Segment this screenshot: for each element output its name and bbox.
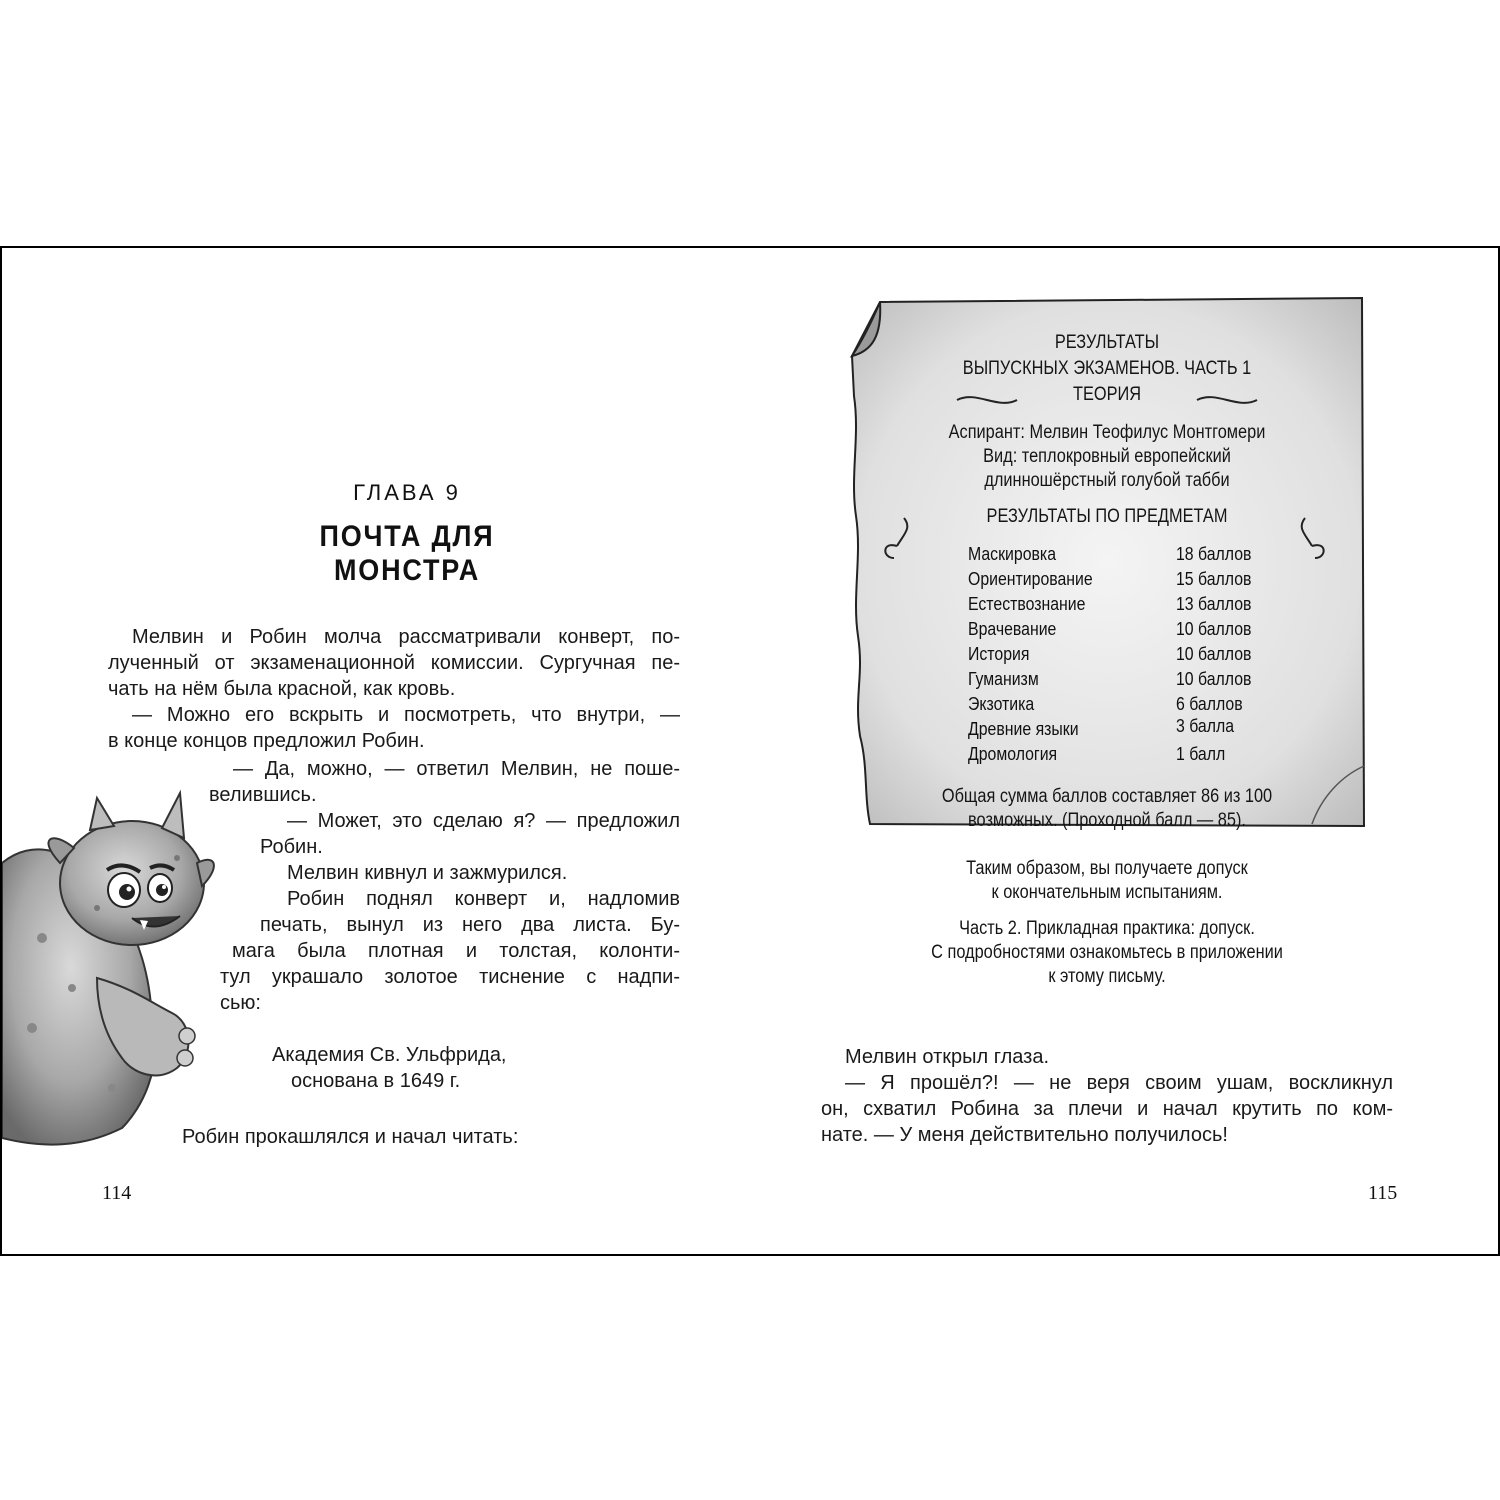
subject-score: 13 баллов [1176,594,1252,614]
text-line: основана в 1649 г. [291,1070,461,1092]
part2-line: Часть 2. Прикладная практика: допуск. [959,918,1255,939]
subject-score: 10 баллов [1176,644,1252,664]
text-line: мага была плотная и толстая, колонти- [232,940,680,962]
chapter-label: ГЛАВА 9 [353,480,461,505]
subject-score: 3 балла [1176,716,1235,736]
subject-score: 10 баллов [1176,669,1252,689]
text-line: нате. — У меня действительно получилось! [821,1124,1228,1146]
subjects-header: РЕЗУЛЬТАТЫ ПО ПРЕДМЕТАМ [986,506,1228,527]
species-line-2: длинношёрстный голубой табби [984,470,1230,491]
subject-name: Естествознание [968,594,1086,614]
subject-name: История [968,644,1030,664]
subject-name: Маскировка [968,544,1057,564]
text-line: Робин. [260,836,323,858]
book-spread [0,246,1500,1256]
text-line: тул украшало золотое тиснение с надпи- [220,966,680,988]
total-score-line: Общая сумма баллов составляет 86 из 100 [941,786,1273,807]
species-line: Вид: теплокровный европейский [983,446,1231,467]
text-line: сью: [220,992,261,1014]
subject-name: Ориентирование [968,569,1093,589]
subject-score: 1 балл [1176,744,1226,764]
text-line: — Может, это сделаю я? — предложил [287,810,680,832]
page-number-right: 115 [1368,1182,1398,1204]
text-line: — Я прошёл?! — не веря своим ушам, воскликнул [845,1072,1393,1094]
part2-line-2: С подробностями ознакомьтесь в приложении [931,942,1283,963]
subject-score: 6 баллов [1176,694,1243,714]
total-score-line-2: возможных. (Проходной балл — 85). [968,810,1246,831]
text-line: чать на нём была красной, как кровь. [108,678,456,700]
aspirant-line: Аспирант: Мелвин Теофилус Монтгомери [948,422,1266,443]
monster-illustration [2,768,232,1153]
admission-line-2: к окончательным испытаниям. [991,882,1223,903]
results-title-line2: ВЫПУСКНЫХ ЭКЗАМЕНОВ. ЧАСТЬ 1 [962,358,1252,379]
subject-name: Дромология [968,744,1058,764]
text-line: он, схватил Робина за плечи и начал крутить по ком- [821,1098,1393,1120]
results-title-line3: ТЕОРИЯ [1072,384,1142,405]
subject-name: Гуманизм [968,669,1039,689]
text-line: — Можно его вскрыть и посмотреть, что внутри, — [132,704,680,726]
admission-line: Таким образом, вы получаете допуск [966,858,1248,879]
text-line: Робин поднял конверт и, надломив [287,888,680,910]
subject-score: 15 баллов [1176,569,1252,589]
subject-name: Врачевание [968,619,1057,639]
results-title: РЕЗУЛЬТАТЫ [1054,332,1160,353]
part2-line-3: к этому письму. [1048,966,1166,987]
text-line: печать, вынул из него два листа. Бу- [260,914,680,936]
subject-name: Экзотика [968,694,1035,714]
page-number-left: 114 [102,1182,132,1204]
subject-score: 18 баллов [1176,544,1252,564]
text-line: Мелвин и Робин молча рассматривали конверт, по- [132,626,680,648]
parchment-letter [842,296,1372,832]
subject-score: 10 баллов [1176,619,1252,639]
text-line: Мелвин открыл глаза. [845,1046,1050,1068]
text-line: лученный от экзаменационной комиссии. Сургучная пе- [108,652,680,674]
text-line: Академия Св. Ульфрида, [272,1044,507,1066]
chapter-title: ПОЧТА ДЛЯ МОНСТРА [319,520,495,587]
text-line: — Да, можно, — ответил Мелвин, не поше- [233,758,680,780]
text-line: в конце концов предложил Робин. [108,730,425,752]
subject-name: Древние языки [968,719,1079,739]
text-line: Робин прокашлялся и начал читать: [182,1126,519,1148]
text-line: Мелвин кивнул и зажмурился. [287,862,568,884]
text-line: велившись. [209,784,317,806]
